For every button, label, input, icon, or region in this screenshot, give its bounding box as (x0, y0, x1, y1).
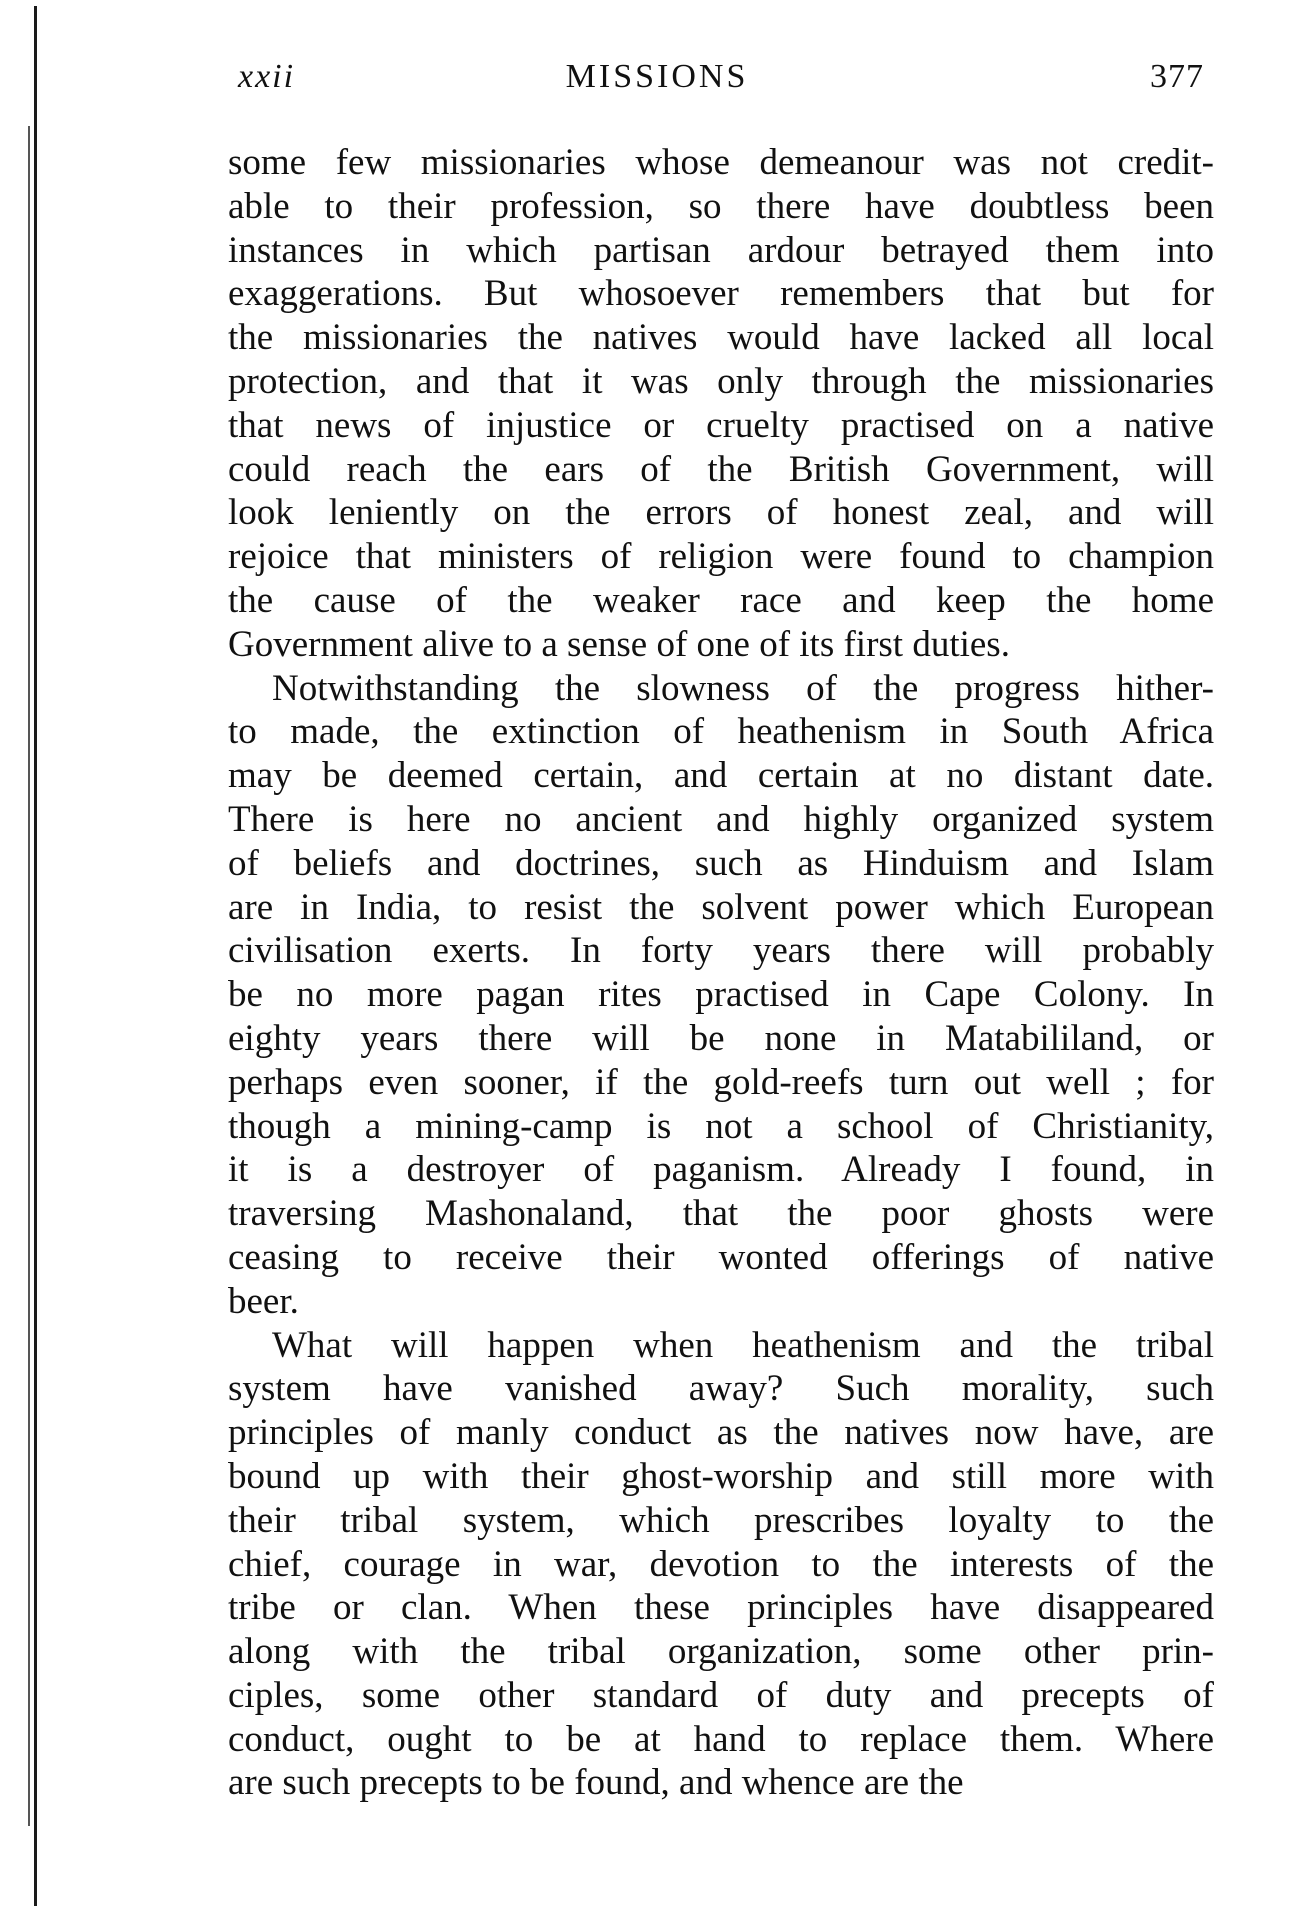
running-header (0, 58, 1314, 102)
text-line: that news of injustice or cruelty practised on a native (228, 404, 1214, 446)
text-line: ciples, some other standard of duty and precepts of (228, 1674, 1214, 1716)
page-number: 377 (1150, 58, 1204, 95)
text-line: their tribal system, which prescribes loyalty to the (228, 1499, 1214, 1541)
text-line: could reach the ears of the British Government, will (228, 448, 1214, 490)
text-line: the cause of the weaker race and keep the home (228, 579, 1214, 621)
text-line: perhaps even sooner, if the gold-reefs turn out well ; for (228, 1061, 1214, 1103)
text-line: look leniently on the errors of honest zeal, and will (228, 492, 1214, 534)
text-line: Notwithstanding the slowness of the progress hither- (272, 667, 1214, 709)
paragraph (228, 667, 1214, 1324)
paragraph (228, 1324, 1214, 1806)
text-line: along with the tribal organization, some other prin- (228, 1631, 1214, 1673)
text-line: civilisation exerts. In forty years there will probably (228, 930, 1214, 972)
text-line: are such precepts to be found, and whence are the (228, 1762, 964, 1804)
text-line: to made, the extinction of heathenism in South Africa (228, 711, 1214, 753)
paragraph (228, 141, 1214, 667)
binding-line (34, 6, 37, 1906)
text-line: may be deemed certain, and certain at no distant date. (228, 755, 1214, 797)
text-line: the missionaries the natives would have lacked all local (228, 317, 1214, 359)
text-line: instances in which partisan ardour betrayed them into (228, 229, 1214, 271)
running-title: MISSIONS (565, 58, 749, 95)
text-line: protection, and that it was only through the missionaries (228, 360, 1214, 402)
text-line: rejoice that ministers of religion were found to champion (228, 536, 1214, 578)
text-line: tribe or clan. When these principles have disappeared (228, 1587, 1214, 1629)
text-line: Government alive to a sense of one of its first duties. (228, 623, 1010, 665)
binding-shadow-line (28, 126, 30, 1826)
text-line: some few missionaries whose demeanour was not credit- (228, 142, 1214, 183)
text-line: principles of manly conduct as the natives now have, are (228, 1412, 1214, 1454)
text-line: of beliefs and doctrines, such as Hinduism and Islam (228, 842, 1214, 884)
text-line: though a mining-camp is not a school of Christianity, (228, 1105, 1214, 1147)
page-binding-edge (28, 6, 42, 1906)
text-line: eighty years there will be none in Matabililand, or (228, 1017, 1214, 1059)
text-line: are in India, to resist the solvent power which European (228, 886, 1214, 928)
text-line: What will happen when heathenism and the tribal (272, 1324, 1214, 1366)
text-line: system have vanished away? Such morality, such (228, 1368, 1214, 1410)
text-line: be no more pagan rites practised in Cape Colony. In (228, 974, 1214, 1016)
text-line: ceasing to receive their wonted offerings of native (228, 1236, 1214, 1278)
text-line: it is a destroyer of paganism. Already I found, in (228, 1149, 1214, 1191)
page-body-text (228, 141, 1214, 1805)
text-line: There is here no ancient and highly organized system (228, 798, 1214, 840)
text-line: chief, courage in war, devotion to the interests of the (228, 1543, 1214, 1585)
text-line: exaggerations. But whosoever remembers that but for (228, 273, 1214, 315)
text-line: beer. (228, 1280, 299, 1322)
text-line: traversing Mashonaland, that the poor ghosts were (228, 1193, 1214, 1235)
text-line: able to their profession, so there have doubtless been (228, 185, 1214, 227)
text-line: conduct, ought to be at hand to replace them. Where (228, 1718, 1214, 1760)
chapter-number: xxii (238, 58, 296, 95)
text-line: bound up with their ghost-worship and still more with (228, 1455, 1214, 1497)
